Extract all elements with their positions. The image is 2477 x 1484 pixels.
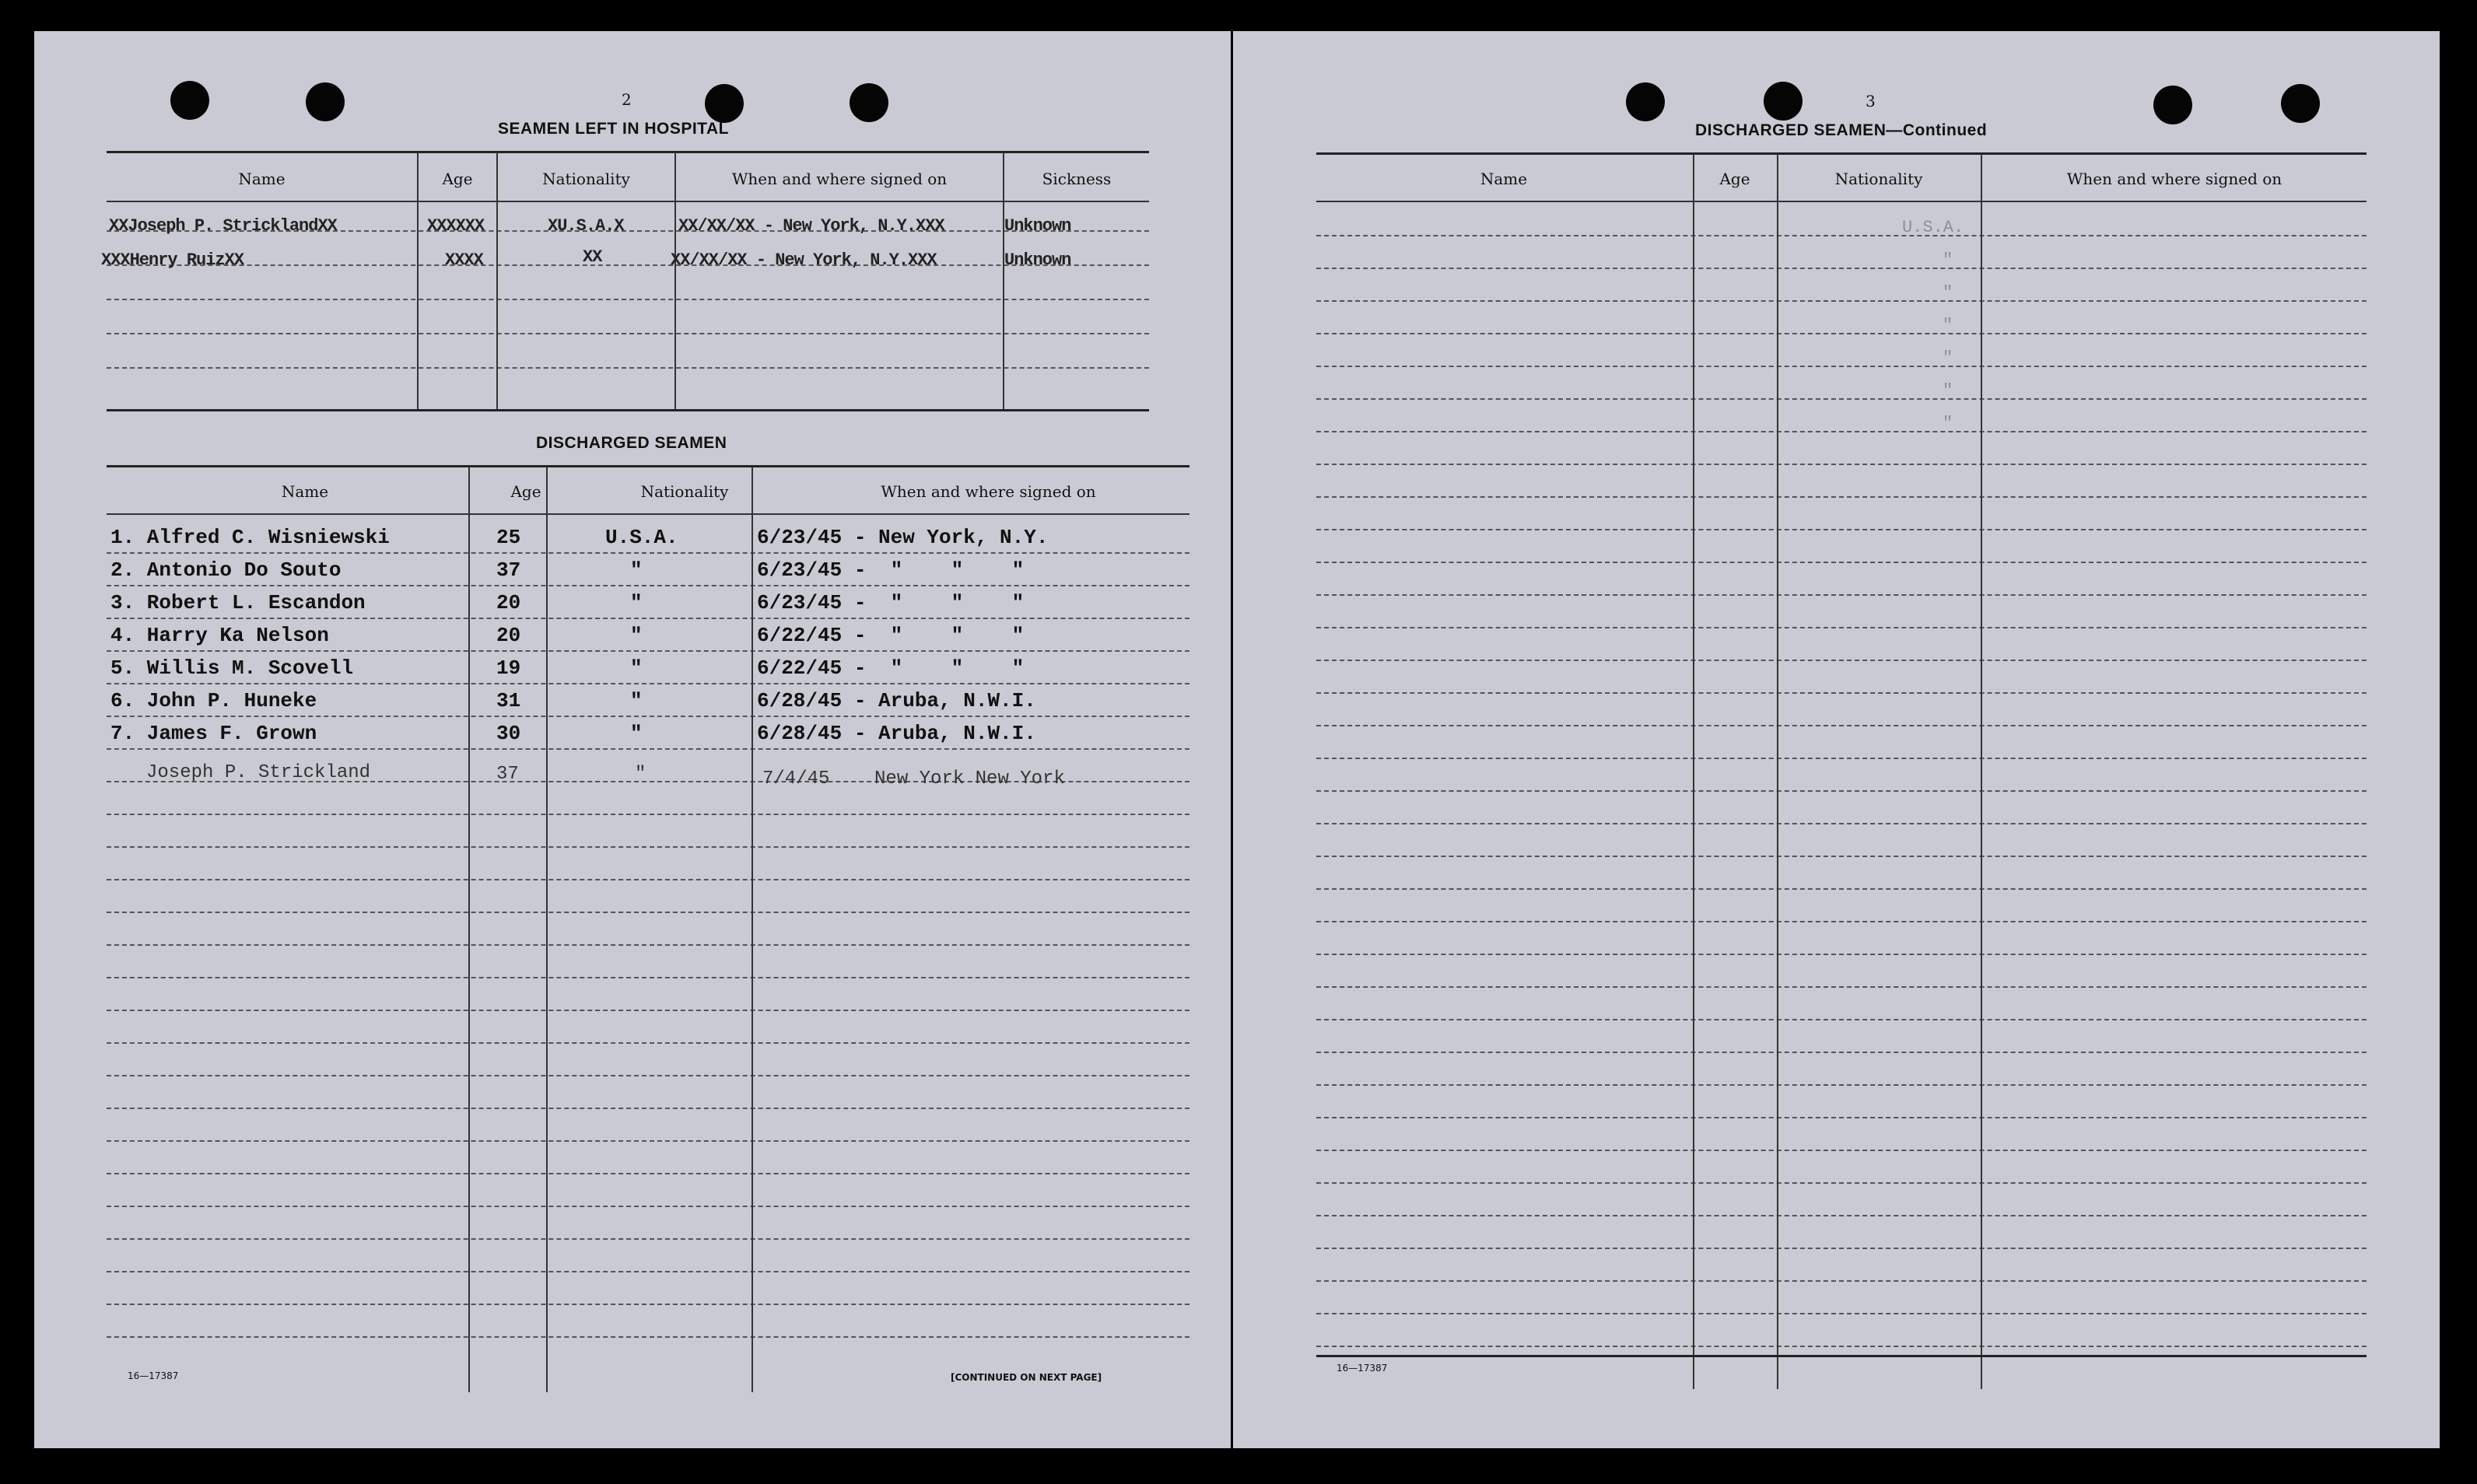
- row-rule: [1316, 268, 2367, 269]
- table-top-rule: [1316, 152, 2367, 155]
- struck-signed-on: XX/XX/XX - New York, N.Y.XXX: [678, 216, 944, 236]
- col-header-age: Age: [510, 482, 541, 501]
- row-rule: [1316, 856, 2367, 857]
- page-number: 2: [622, 90, 632, 109]
- right-page: [1233, 31, 2440, 1448]
- row-rule: [107, 1140, 1189, 1142]
- punch-hole: [170, 81, 209, 120]
- row-rule: [107, 912, 1189, 913]
- struck-signed-on: XX/XX/XX - New York, N.Y.XXX: [671, 250, 937, 270]
- row-rule: [1316, 1052, 2367, 1053]
- row-rule: [107, 1336, 1189, 1338]
- column-divider: [1693, 154, 1694, 1389]
- row-rule: [107, 1304, 1189, 1305]
- row-rule: [1316, 333, 2367, 334]
- punch-hole: [2281, 84, 2320, 123]
- row-rule: [107, 879, 1189, 880]
- seaman-name: Joseph P. Strickland: [146, 762, 371, 783]
- punch-hole: [1764, 82, 1803, 121]
- seaman-age: 20: [496, 591, 521, 614]
- row-rule: [1316, 921, 2367, 922]
- row-rule: [107, 814, 1189, 815]
- seaman-signed-on: 6/23/45 - " " ": [757, 558, 1025, 582]
- row-rule: [107, 585, 1189, 586]
- col-header-signed-on: When and where signed on: [2066, 170, 2283, 188]
- table-top-rule: [107, 465, 1189, 467]
- row-rule: [1316, 496, 2367, 498]
- col-header-nationality: Nationality: [542, 170, 630, 188]
- column-divider: [546, 467, 548, 1392]
- row-rule: [107, 748, 1189, 750]
- seaman-age: 19: [496, 656, 521, 680]
- seaman-signed-on: 6/28/45 - Aruba, N.W.I.: [757, 689, 1036, 712]
- column-divider: [417, 152, 419, 409]
- col-header-signed-on: When and where signed on: [731, 170, 948, 188]
- row-rule: [107, 552, 1189, 554]
- discharged-section-title: DISCHARGED SEAMEN: [536, 434, 727, 452]
- row-rule: [1316, 1117, 2367, 1118]
- seaman-nationality: ": [630, 656, 643, 680]
- hospital-section-title: SEAMEN LEFT IN HOSPITAL: [498, 120, 729, 138]
- struck-name: XXXHenry RuizXX: [101, 250, 244, 270]
- row-rule: [1316, 1215, 2367, 1216]
- row-rule: [1316, 1019, 2367, 1020]
- seaman-name: 5. Willis M. Scovell: [110, 656, 354, 680]
- col-header-name: Name: [1480, 170, 1528, 188]
- bleed-text: U.S.A.: [1902, 218, 1964, 237]
- row-rule: [1316, 594, 2367, 596]
- seaman-name: 6. John P. Huneke: [110, 689, 317, 712]
- seaman-nationality: ": [635, 764, 646, 785]
- row-rule: [107, 367, 1149, 369]
- form-number: 16—17387: [128, 1370, 179, 1381]
- row-rule: [107, 944, 1189, 946]
- row-rule: [107, 977, 1189, 978]
- row-rule: [107, 264, 1149, 266]
- seaman-name: 7. James F. Grown: [110, 722, 317, 745]
- row-rule: [1316, 1280, 2367, 1282]
- seaman-signed-on: 7/4/45 New York New York: [762, 768, 1065, 789]
- col-header-nationality: Nationality: [640, 482, 729, 501]
- seaman-name: 2. Antonio Do Souto: [110, 558, 342, 582]
- row-rule: [1316, 790, 2367, 792]
- col-header-age: Age: [1719, 170, 1750, 188]
- row-rule: [107, 1075, 1189, 1076]
- row-rule: [1316, 300, 2367, 302]
- col-header-age: Age: [442, 170, 473, 188]
- col-header-nationality: Nationality: [1834, 170, 1923, 188]
- seaman-nationality: U.S.A.: [605, 526, 678, 549]
- row-rule: [107, 1108, 1189, 1109]
- row-rule: [107, 650, 1189, 652]
- struck-nationality: XX: [583, 247, 602, 267]
- row-rule: [1316, 529, 2367, 530]
- row-rule: [107, 1238, 1189, 1240]
- seaman-nationality: ": [630, 558, 643, 582]
- seaman-age: 31: [496, 689, 521, 712]
- row-rule: [1316, 692, 2367, 694]
- seaman-age: 20: [496, 624, 521, 647]
- seaman-name: 3. Robert L. Escandon: [110, 591, 366, 614]
- col-header-signed-on: When and where signed on: [881, 482, 1096, 501]
- row-rule: [1316, 725, 2367, 726]
- header-rule: [107, 513, 1189, 515]
- seaman-nationality: ": [630, 591, 643, 614]
- row-rule: [1316, 562, 2367, 563]
- seaman-signed-on: 6/23/45 - " " ": [757, 591, 1025, 614]
- row-rule: [1316, 823, 2367, 824]
- row-rule: [1316, 888, 2367, 890]
- seaman-age: 25: [496, 526, 521, 549]
- row-rule: [1316, 431, 2367, 432]
- row-rule: [107, 1271, 1189, 1272]
- column-divider: [752, 467, 753, 1392]
- column-divider: [496, 152, 498, 409]
- row-rule: [1316, 464, 2367, 465]
- seaman-nationality: ": [630, 624, 643, 647]
- row-rule: [1316, 235, 2367, 236]
- column-divider: [1003, 152, 1004, 409]
- table-bottom-rule: [107, 409, 1149, 411]
- struck-age: XXXXXX: [427, 216, 485, 236]
- col-header-sickness: Sickness: [1042, 170, 1112, 188]
- row-rule: [107, 1010, 1189, 1011]
- table-top-rule: [107, 151, 1149, 153]
- seaman-nationality: ": [630, 689, 643, 712]
- row-rule: [1316, 660, 2367, 661]
- row-rule: [107, 618, 1189, 619]
- row-rule: [1316, 366, 2367, 367]
- struck-nationality: XU.S.A.X: [548, 216, 624, 236]
- row-rule: [1316, 954, 2367, 955]
- punch-hole: [705, 84, 744, 123]
- row-rule: [1316, 1084, 2367, 1086]
- punch-hole: [850, 83, 888, 122]
- seaman-age: 30: [496, 722, 521, 745]
- col-header-name: Name: [281, 482, 329, 501]
- struck-age: XXXX: [445, 250, 483, 270]
- row-rule: [1316, 1182, 2367, 1184]
- row-rule: [107, 846, 1189, 848]
- continued-note: [CONTINUED ON NEXT PAGE]: [951, 1372, 1102, 1383]
- seaman-age: 37: [496, 558, 521, 582]
- table-bottom-rule: [1316, 1355, 2367, 1357]
- page-number: 3: [1866, 92, 1876, 110]
- row-rule: [107, 1042, 1189, 1044]
- row-rule: [107, 1173, 1189, 1174]
- row-rule: [1316, 1150, 2367, 1151]
- bleed-text: ": [1943, 381, 1953, 401]
- left-page: [34, 31, 1231, 1448]
- column-divider: [1981, 154, 1982, 1389]
- row-rule: [1316, 758, 2367, 759]
- seaman-signed-on: 6/23/45 - New York, N.Y.: [757, 526, 1049, 549]
- punch-hole: [1626, 82, 1665, 121]
- page-title: DISCHARGED SEAMEN—Continued: [1695, 121, 1988, 139]
- bleed-text: ": [1943, 250, 1953, 270]
- seaman-age: 37: [496, 764, 519, 785]
- header-rule: [1316, 201, 2367, 202]
- bleed-text: ": [1943, 316, 1953, 335]
- row-rule: [1316, 1346, 2367, 1347]
- bleed-text: ": [1943, 348, 1953, 368]
- seaman-name: 4. Harry Ka Nelson: [110, 624, 329, 647]
- punch-hole: [2153, 86, 2192, 124]
- header-rule: [107, 201, 1149, 202]
- column-divider: [1777, 154, 1778, 1389]
- seaman-signed-on: 6/22/45 - " " ": [757, 656, 1025, 680]
- row-rule: [107, 716, 1189, 717]
- punch-hole: [306, 82, 345, 121]
- row-rule: [1316, 986, 2367, 988]
- form-number: 16—17387: [1337, 1363, 1388, 1374]
- row-rule: [107, 333, 1149, 334]
- struck-sickness: Unknown: [1004, 250, 1071, 270]
- row-rule: [107, 1206, 1189, 1207]
- row-rule: [1316, 398, 2367, 400]
- row-rule: [1316, 1313, 2367, 1314]
- row-rule: [1316, 627, 2367, 628]
- struck-sickness: Unknown: [1004, 216, 1071, 236]
- col-header-name: Name: [238, 170, 286, 188]
- bleed-text: ": [1943, 414, 1953, 433]
- row-rule: [1316, 1248, 2367, 1249]
- seaman-name: 1. Alfred C. Wisniewski: [110, 526, 390, 549]
- row-rule: [107, 299, 1149, 300]
- seaman-signed-on: 6/28/45 - Aruba, N.W.I.: [757, 722, 1036, 745]
- seaman-signed-on: 6/22/45 - " " ": [757, 624, 1025, 647]
- row-rule: [107, 683, 1189, 684]
- column-divider: [468, 467, 470, 1392]
- column-divider: [674, 152, 676, 409]
- seaman-nationality: ": [630, 722, 643, 745]
- struck-name: XXJoseph P. StricklandXX: [109, 216, 337, 236]
- bleed-text: ": [1943, 283, 1953, 303]
